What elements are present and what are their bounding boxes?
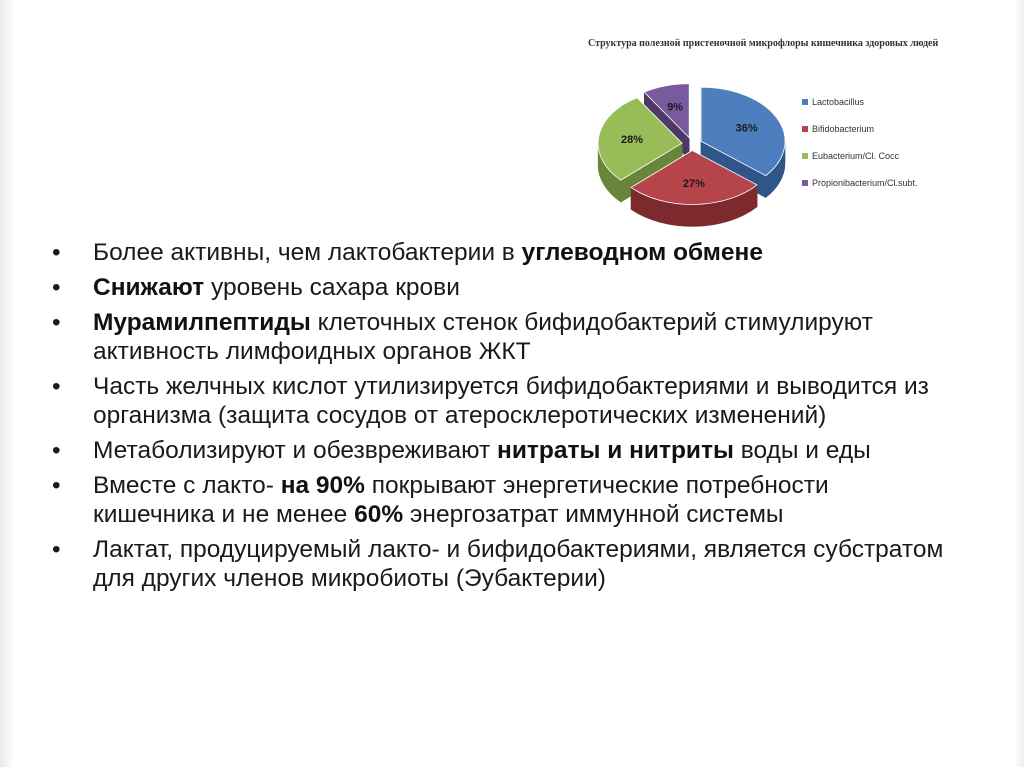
pie-chart-svg bbox=[572, 22, 972, 242]
pie-data-label: 36% bbox=[735, 122, 758, 135]
bullet-item bbox=[52, 308, 952, 366]
legend-swatch bbox=[802, 126, 808, 132]
pie-data-label: 28% bbox=[621, 134, 644, 147]
bullet-marker: • bbox=[52, 472, 61, 499]
bullet-item bbox=[52, 372, 952, 430]
bullet-marker: • bbox=[52, 373, 61, 400]
slide-left-edge bbox=[0, 0, 14, 767]
bullet-text: клеточных стенок бифидобактерий стимулируют активность лимфоидных органов ЖКТ bbox=[93, 309, 873, 365]
bullet-text: энергозатрат иммунной системы bbox=[403, 501, 784, 528]
bullet-text: Часть желчных кислот утилизируется бифидобактериями и выводится из организма (защита сосудов от атеросклеротических изменений) bbox=[93, 373, 929, 429]
legend-swatch bbox=[802, 153, 808, 159]
bullet-text-bold: нитраты и нитриты bbox=[497, 437, 734, 464]
bullet-item bbox=[52, 471, 952, 529]
bullet-item bbox=[52, 535, 952, 593]
slide-right-edge bbox=[1014, 0, 1024, 767]
bullet-text: воды и еды bbox=[733, 437, 871, 464]
bullet-text: Более активны, чем лактобактерии в bbox=[93, 239, 522, 266]
bullet-marker: • bbox=[52, 437, 61, 464]
bullet-marker: • bbox=[52, 536, 61, 563]
bullet-text: уровень сахара крови bbox=[204, 274, 460, 301]
pie-data-label: 27% bbox=[682, 177, 705, 190]
chart-legend bbox=[802, 97, 918, 188]
legend-swatch bbox=[802, 180, 808, 186]
bullet-text: Метаболизируют и обезвреживают bbox=[93, 437, 498, 464]
bullet-marker: • bbox=[52, 274, 61, 301]
bullet-item bbox=[52, 273, 952, 302]
legend-label: Lactobacillus bbox=[812, 97, 865, 107]
legend-label: Propionibacterium/Cl.subt. bbox=[812, 178, 918, 188]
bullet-text: Лактат, продуцируемый лакто- и бифидобактериями, является субстратом для других членов микробиоты (Эубактерии) bbox=[93, 536, 944, 592]
bullet-text-bold: углеводном обмене bbox=[521, 239, 763, 266]
bullet-text: покрывают энергетические потребности кишечника и не менее bbox=[93, 472, 829, 528]
bullet-marker: • bbox=[52, 309, 61, 336]
bullet-text: Вместе с лакто- bbox=[93, 472, 281, 499]
bullet-marker: • bbox=[52, 239, 61, 266]
bullet-text-bold: на 90% bbox=[280, 472, 365, 499]
bullet-item bbox=[52, 436, 952, 465]
chart-title: Структура полезной пристеночной микрофлоры кишечника здоровых людей bbox=[588, 38, 939, 49]
pie-data-label: 9% bbox=[667, 101, 684, 114]
legend-swatch bbox=[802, 99, 808, 105]
bullet-item bbox=[52, 238, 952, 267]
bullet-text-bold: Мурамилпептиды bbox=[93, 309, 311, 336]
bullet-text-bold: 60% bbox=[354, 501, 404, 528]
legend-label: Eubacterium/Cl. Cocc bbox=[812, 151, 900, 161]
bullet-text-bold: Снижают bbox=[93, 274, 205, 301]
bullet-list bbox=[52, 238, 952, 599]
legend-label: Bifidobacterium bbox=[812, 124, 875, 134]
pie-chart bbox=[572, 22, 972, 242]
